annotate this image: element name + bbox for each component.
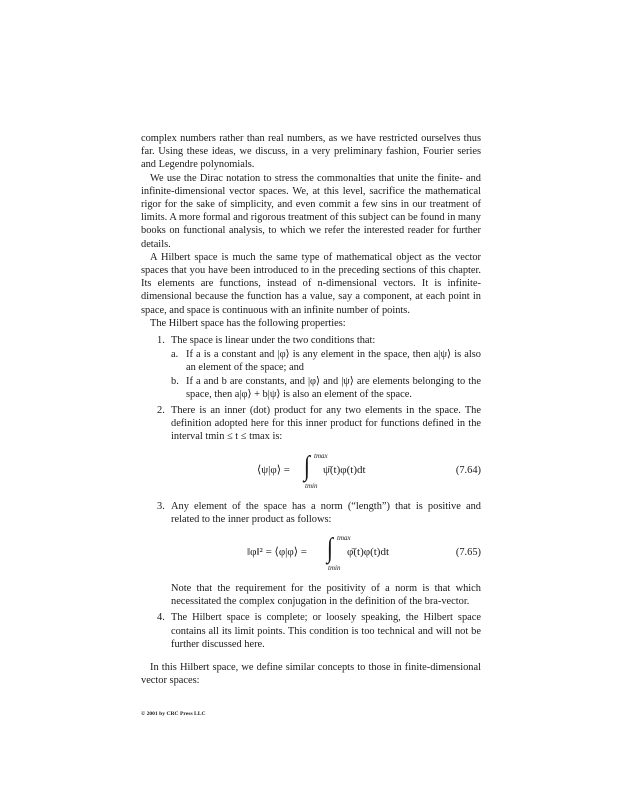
paragraph-hilbert: A Hilbert space is much the same type of mathematical object as the vector spaces that you have been introduced to in the preceding sections of this chapter. Its elements are functions, instead of n-dimensional vectors. It is infinite-dimensional because the function has a value, say a component, at each point in space, and space is continuous with an infinite number of points. <box>141 251 481 316</box>
properties-list <box>141 334 481 651</box>
copyright-footer: © 2001 by CRC Press LLC <box>141 711 206 717</box>
integral-lower-limit: tmin <box>305 481 318 490</box>
sublist-text: If a is a constant and |φ⟩ is any element in the space, then a|ψ⟩ is also an element of the space; and <box>186 349 481 374</box>
sublist-item <box>171 375 481 401</box>
equation-7-65 <box>171 532 481 574</box>
equation-7-64 <box>171 450 481 492</box>
body-text <box>141 132 481 688</box>
list-number: 2. <box>157 405 165 417</box>
equation-rhs: φ̄(t)φ(t)dt <box>347 546 390 559</box>
paragraph-intro: complex numbers rather than real numbers, as we have restricted ourselves thus far. Using these ideas, we discuss, in a very preliminary fashion, Fourier series and Legendre polynomials. <box>141 133 481 171</box>
paragraph-properties-intro: The Hilbert space has the following properties: <box>150 317 346 329</box>
equation-lhs: ‖φ‖² = ⟨φ|φ⟩ = <box>247 546 307 559</box>
equation-lhs: ⟨ψ|φ⟩ = <box>257 463 290 476</box>
list-item-text: The space is linear under the two conditions that: <box>171 335 376 347</box>
list-item-text: There is an inner (dot) product for any two elements in the space. The definition adopted here for this inner product for functions defined in the interval tmin ≤ t ≤ tmax is: <box>171 405 481 443</box>
paragraph-dirac: We use the Dirac notation to stress the commonalties that unite the finite- and infinite-dimensional vector spaces. We, at this level, sacrifice the mathematical rigor for the sake of simplicity, and even commit a few sins in our treatment of limits. A more formal and rigorous treatment of this subject can be found in many books on functional analysis, to which we refer the interested reader for further details. <box>141 172 481 250</box>
list-item <box>141 611 481 651</box>
equation-number: (7.65) <box>455 547 481 559</box>
integral-lower-limit: tmin <box>328 564 341 573</box>
list-item <box>141 500 481 609</box>
paragraph-closing: In this Hilbert space, we define similar concepts to those in finite-dimensional vector spaces: <box>141 662 481 687</box>
list-item-text: The Hilbert space is complete; or loosely speaking, the Hilbert space contains all its limit points. This condition is too technical and will not be further discussed here. <box>171 612 481 650</box>
list-item <box>141 334 481 401</box>
integral-sign: ∫ <box>303 450 310 482</box>
sublist-text: If a and b are constants, and |φ⟩ and |ψ⟩ are elements belonging to the space, then a|φ⟩ + b|ψ⟩ is also an element of the space. <box>186 375 481 400</box>
list-number: 1. <box>157 335 165 347</box>
sublist-letter: b. <box>171 375 179 387</box>
integral-upper-limit: tmax <box>337 534 351 543</box>
list-item-text: Any element of the space has a norm (“length”) that is positive and related to the inner product as follows: <box>171 500 481 525</box>
list-item <box>141 404 481 492</box>
equation-rhs: ψ̄(t)φ(t)dt <box>323 463 366 476</box>
sublist-item <box>171 348 481 374</box>
list-number: 4. <box>157 612 165 624</box>
note-text: Note that the requirement for the positivity of a norm is that which necessitated the complex conjugation in the definition of the bra-vector. <box>171 583 481 608</box>
integral-upper-limit: tmax <box>314 451 328 460</box>
integral-sign: ∫ <box>326 533 333 565</box>
equation-number: (7.64) <box>455 464 481 476</box>
sublist-letter: a. <box>171 349 179 361</box>
sublist <box>171 348 481 401</box>
list-number: 3. <box>157 500 165 512</box>
